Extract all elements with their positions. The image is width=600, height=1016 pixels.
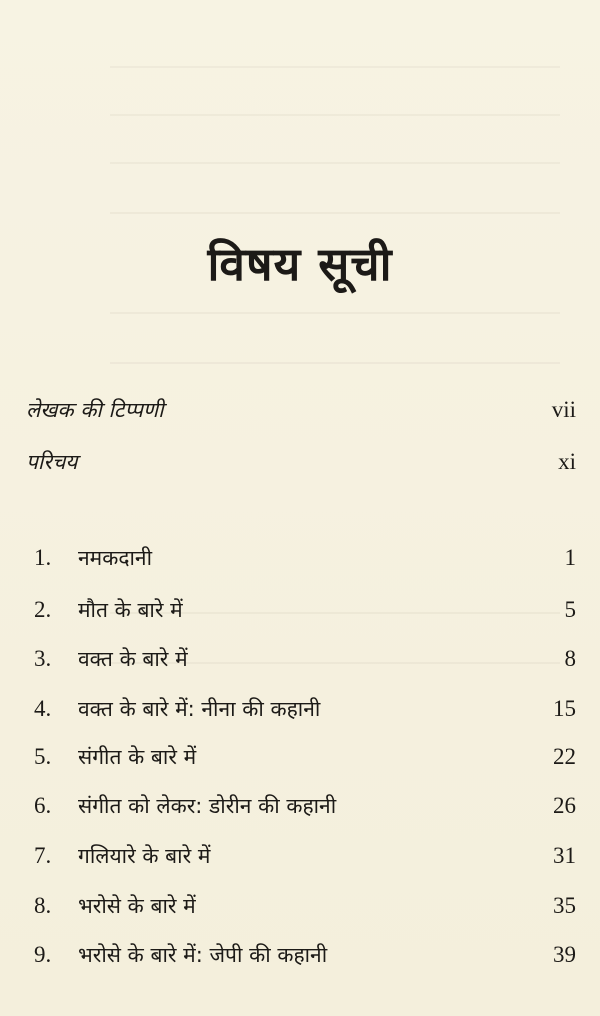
ghost-line [110, 312, 560, 314]
chapter-page: 5 [564, 597, 576, 622]
toc-chapter[interactable] [34, 695, 576, 723]
chapter-number: 2. [34, 597, 52, 622]
chapter-number: 6. [34, 793, 52, 818]
ghost-line [110, 114, 560, 116]
chapter-page: 22 [553, 744, 576, 769]
toc-front-item[interactable] [26, 396, 576, 424]
chapter-page: 15 [553, 696, 576, 721]
toc-front-item[interactable] [26, 448, 576, 476]
toc-chapter[interactable] [34, 941, 576, 969]
toc-chapter[interactable] [34, 544, 576, 572]
chapter-title: भरोसे के बारे में [78, 894, 196, 918]
page-title: विषय सूची [207, 237, 393, 291]
chapter-page: 8 [564, 646, 576, 671]
ghost-line [110, 362, 560, 364]
toc-front-label: लेखक की टिप्पणी [26, 398, 164, 422]
ghost-line [110, 212, 560, 214]
chapter-page: 39 [553, 942, 576, 967]
chapter-number: 7. [34, 843, 52, 868]
chapter-number: 9. [34, 942, 52, 967]
chapter-title: नमकदानी [78, 546, 153, 570]
ghost-line [110, 66, 560, 68]
chapter-page: 35 [553, 893, 576, 918]
chapter-title: वक्त के बारे में [78, 647, 188, 671]
chapter-page: 1 [564, 545, 576, 570]
chapter-title: संगीत को लेकर: डोरीन की कहानी [78, 794, 337, 818]
toc-chapter[interactable] [34, 645, 576, 673]
toc-page-number: xi [558, 449, 576, 474]
ghost-line [110, 162, 560, 164]
toc-chapter[interactable] [34, 596, 576, 624]
chapter-number: 5. [34, 744, 52, 769]
chapter-title: भरोसे के बारे में: जेपी की कहानी [78, 943, 328, 967]
chapter-title: संगीत के बारे में [78, 745, 197, 769]
chapter-title: गलियारे के बारे में [78, 844, 211, 868]
chapter-number: 3. [34, 646, 52, 671]
chapter-page: 31 [553, 843, 576, 868]
toc-chapter[interactable] [34, 842, 576, 870]
chapter-number: 4. [34, 696, 52, 721]
chapter-number: 1. [34, 545, 52, 570]
chapter-title: मौत के बारे में [78, 598, 183, 622]
chapter-number: 8. [34, 893, 52, 918]
toc-page-number: vii [551, 397, 576, 422]
toc-chapter[interactable] [34, 892, 576, 920]
toc-chapter[interactable] [34, 743, 576, 771]
chapter-page: 26 [553, 793, 576, 818]
toc-front-label: परिचय [26, 450, 78, 474]
toc-chapter[interactable] [34, 792, 576, 820]
chapter-title: वक्त के बारे में: नीना की कहानी [78, 697, 321, 721]
